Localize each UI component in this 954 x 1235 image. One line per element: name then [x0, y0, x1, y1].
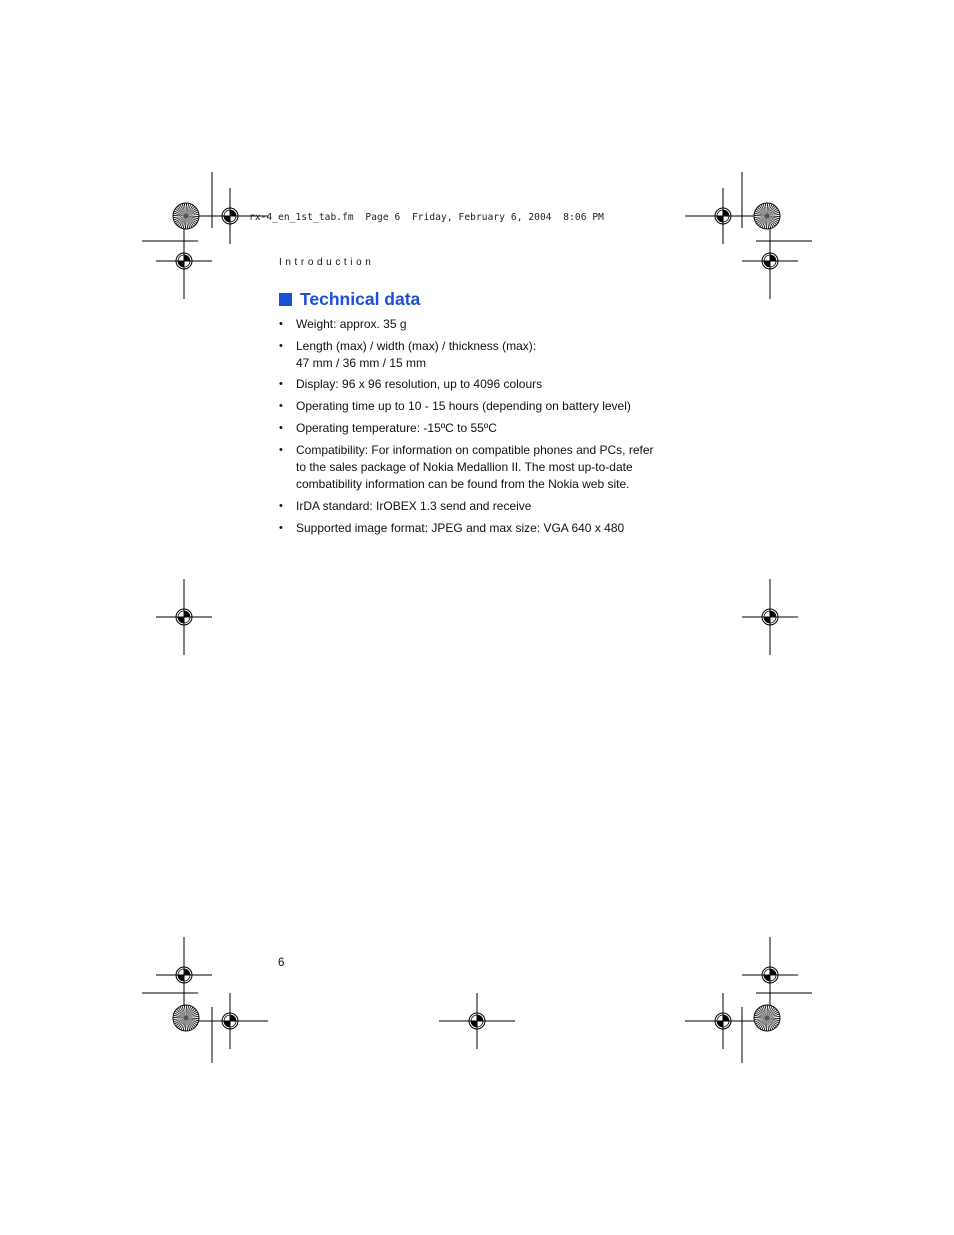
list-item — [279, 520, 679, 537]
section-title: Technical data — [300, 289, 421, 309]
list-item — [279, 498, 679, 515]
list-item-text: Weight: approx. 35 g — [296, 317, 407, 331]
list-item — [279, 338, 679, 372]
list-item — [279, 398, 679, 415]
bullet-icon: • — [279, 318, 283, 330]
registration-mark-icon — [192, 993, 268, 1049]
registration-mark-icon — [156, 223, 212, 299]
registration-mark-icon — [156, 937, 212, 1013]
bullet-icon: • — [279, 444, 283, 456]
spec-list — [279, 316, 679, 537]
registration-mark-icon — [742, 937, 798, 1013]
list-item-text: IrDA standard: IrOBEX 1.3 send and receive — [296, 499, 532, 513]
star-target-icon — [173, 1005, 199, 1031]
list-item-text: Compatibility: For information on compatible phones and PCs, refer — [296, 443, 654, 457]
page-number: 6 — [278, 957, 285, 969]
list-item-text: Operating time up to 10 - 15 hours (depending on battery level) — [296, 399, 631, 413]
list-item-text: to the sales package of Nokia Medallion II. The most up-to-date — [296, 460, 633, 474]
bullet-icon: • — [279, 422, 283, 434]
running-head: Introduction — [279, 257, 375, 268]
section-heading — [279, 289, 420, 310]
registration-mark-icon — [742, 579, 798, 655]
registration-mark-icon — [685, 993, 761, 1049]
star-target-icon — [173, 203, 199, 229]
list-item-text: Display: 96 x 96 resolution, up to 4096 colours — [296, 377, 543, 391]
list-item — [279, 420, 679, 437]
list-item — [279, 442, 679, 493]
list-item-text: Operating temperature: -15ºC to 55ºC — [296, 421, 497, 435]
registration-mark-icon — [439, 993, 515, 1049]
list-item-text: 47 mm / 36 mm / 15 mm — [296, 355, 427, 370]
list-item-text: Supported image format: JPEG and max size: VGA 640 x 480 — [296, 521, 625, 535]
bullet-icon: • — [279, 339, 283, 352]
registration-mark-icon — [742, 223, 798, 299]
bullet-icon: • — [279, 500, 283, 512]
trim-lines — [142, 172, 812, 1063]
registration-mark-icon — [156, 579, 212, 655]
heading-square-icon — [279, 293, 292, 306]
registration-mark-icon — [685, 188, 761, 244]
list-item-text: Length (max) / width (max) / thickness (max): — [296, 338, 537, 353]
star-target-icon — [754, 1005, 780, 1031]
list-item — [279, 316, 679, 333]
bullet-icon: • — [279, 522, 283, 534]
list-item — [279, 376, 679, 393]
list-item-text: combatibility information can be found from the Nokia web site. — [296, 477, 630, 491]
bullet-icon: • — [279, 378, 283, 390]
star-target-icon — [754, 203, 780, 229]
slug-line: rx-4_en_1st_tab.fm Page 6 Friday, February 6, 2004 8:06 PM — [249, 212, 604, 223]
bullet-icon: • — [279, 400, 283, 412]
